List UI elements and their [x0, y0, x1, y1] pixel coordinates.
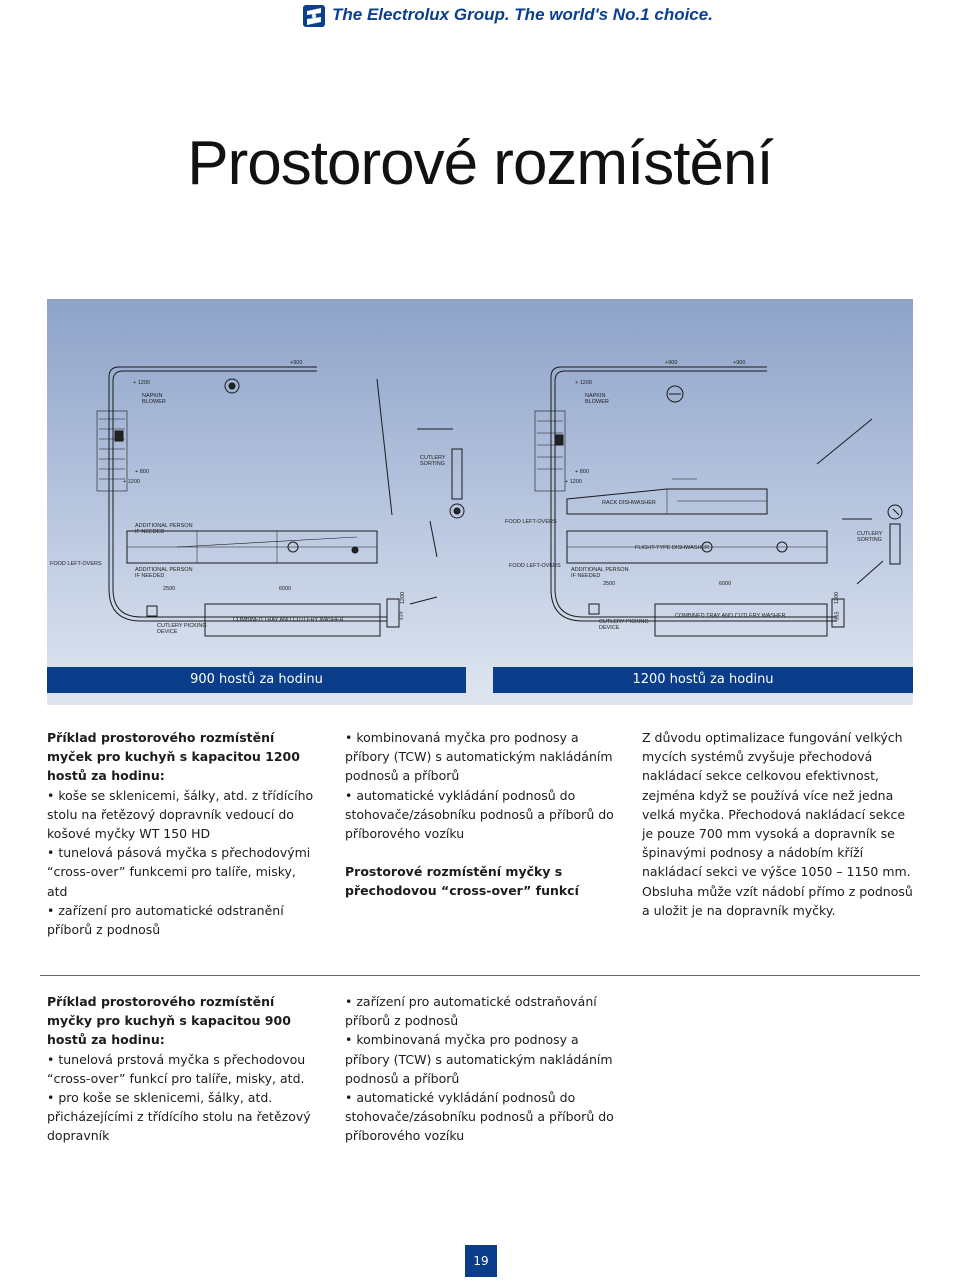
electrolux-logo-icon	[303, 5, 325, 27]
cutlery-sorting-label: CUTLERY SORTING	[857, 531, 883, 543]
list-item: • tunelová pásová myčka s přechodovými “cross-over” funkcemi pro talíře, misky, atd	[47, 845, 311, 899]
additional-person-label: ADDITIONAL PERSON IF NEEDED	[135, 567, 193, 579]
layout-diagram-drawing	[47, 299, 913, 705]
additional-person-label: ADDITIONAL PERSON IF NEEDED	[135, 523, 193, 535]
list-item: • koše se sklenicemi, šálky, atd. z třídícího stolu na řetězový dopravník vedoucí do košové myčky WT 150 HD	[47, 787, 314, 842]
page-number: 19	[465, 1245, 497, 1277]
cutlery-picking-label: CUTLERY PICKING DEVICE	[157, 623, 207, 635]
page-title: Prostorové rozmístění	[187, 129, 773, 198]
layout-diagram-panel	[47, 299, 913, 705]
additional-person-label: ADDITIONAL PERSON IF NEEDED	[571, 567, 629, 579]
food-leftovers-label: FOOD LEFT-OVERS	[50, 561, 102, 567]
dim-label: +900	[733, 360, 746, 366]
cutlery-picking-label: CUTLERY PICKING DEVICE	[599, 619, 649, 631]
text-column-1	[47, 728, 319, 939]
dim-label: + 800	[575, 469, 589, 475]
dim-label: 2500	[163, 586, 176, 592]
text-column-5	[345, 992, 620, 1146]
list-item: • tunelová prstová myčka s přechodovou “cross-over” funkcí pro talíře, misky, atd.	[47, 1051, 306, 1086]
combined-washer-label: COMBINED TRAY AND CUTLERY WASHER	[675, 613, 786, 619]
rack-dishwasher-label: RACK DISHWASHER	[602, 500, 656, 506]
list-item: • kombinovaná myčka pro podnosy a příbory (TCW) s automatickým nakládáním podnosů a příborů	[345, 730, 613, 784]
list-item: • pro koše se sklenicemi, šálky, atd. přicházejícími z třídícího stolu na řetězový dopravník	[47, 1090, 311, 1144]
dim-label: 1200	[834, 591, 841, 605]
caption-1200-guests: 1200 hostů za hodinu	[493, 667, 913, 693]
flight-dishwasher-label: FLIGHT-TYPE DISHWASHER	[635, 545, 710, 551]
dim-label: 2500	[603, 581, 616, 587]
list-item: • zařízení pro automatické odstranění příborů z podnosů	[47, 902, 284, 938]
text-column-3	[642, 728, 914, 920]
dim-label: 1200	[400, 591, 407, 605]
text-column-2	[345, 728, 617, 901]
dim-label: + 1200	[575, 380, 592, 386]
dim-label: + 1200	[565, 479, 582, 485]
list-item: • kombinovaná myčka pro podnosy a příbory (TCW) s automatickým nakládáním podnosů a příborů	[345, 1032, 613, 1086]
cutlery-sorting-label: CUTLERY SORTING	[420, 455, 446, 467]
dim-label: 6000	[719, 581, 732, 587]
caption-900-guests: 900 hostů za hodinu	[47, 667, 466, 693]
combined-washer-label: COMBINED TRAY AND CUTLERY WASHER	[233, 617, 344, 623]
sub-heading: Prostorové rozmístění myčky s přechodovou “cross-over” funkcí	[345, 864, 579, 899]
dim-label: 315	[398, 611, 405, 621]
napkin-blower-label: NAPKIN BLOWER	[585, 393, 609, 405]
napkin-blower-label: NAPKIN BLOWER	[142, 393, 166, 405]
dim-label: + 1200	[133, 380, 150, 386]
dim-label: 6000	[279, 586, 292, 592]
food-leftovers-label: FOOD LEFT-OVERS	[505, 519, 557, 525]
list-item: • zařízení pro automatické odstraňování příborů z podnosů	[345, 994, 597, 1029]
section-heading: Příklad prostorového rozmístění myčky pro kuchyň s kapacitou 900 hostů za hodinu:	[47, 994, 291, 1048]
dim-label: + 1200	[123, 479, 140, 485]
list-item: • automatické vykládání podnosů do stohovače/zásobníku podnosů a příborů do příborového vozíku	[345, 787, 614, 842]
paragraph: Z důvodu optimalizace fungování velkých mycích systémů zvyšuje přechodová nakládací sekce celkovou efektivnost, zejména když se používá více než jedna velká myčka. Přechodová nakládací sekce je pouze 700 mm vysoká a dopravník se špinavými podnosy a nádobím kříží nakládací sekci ve výšce 1050 – 1150 mm. Obsluha může vzít nádobí přímo z podnosů a uložit je na dopravník myčky.	[642, 730, 913, 918]
brand-tagline: The Electrolux Group. The world's No.1 choice.	[332, 5, 713, 24]
dim-label: 315	[834, 611, 841, 621]
dim-label: +900	[665, 360, 678, 366]
dim-label: + 800	[135, 469, 149, 475]
dim-label: +900	[290, 360, 303, 366]
section-divider	[40, 975, 920, 976]
food-leftovers-label: FOOD LEFT-OVERS	[509, 563, 561, 569]
section-heading: Příklad prostorového rozmístění myček pro kuchyň s kapacitou 1200 hostů za hodinu:	[47, 730, 300, 784]
list-item: • automatické vykládání podnosů do stohovače/zásobníku podnosů a příborů do příborového vozíku	[345, 1090, 614, 1144]
header	[0, 0, 960, 34]
text-column-4	[47, 992, 322, 1146]
